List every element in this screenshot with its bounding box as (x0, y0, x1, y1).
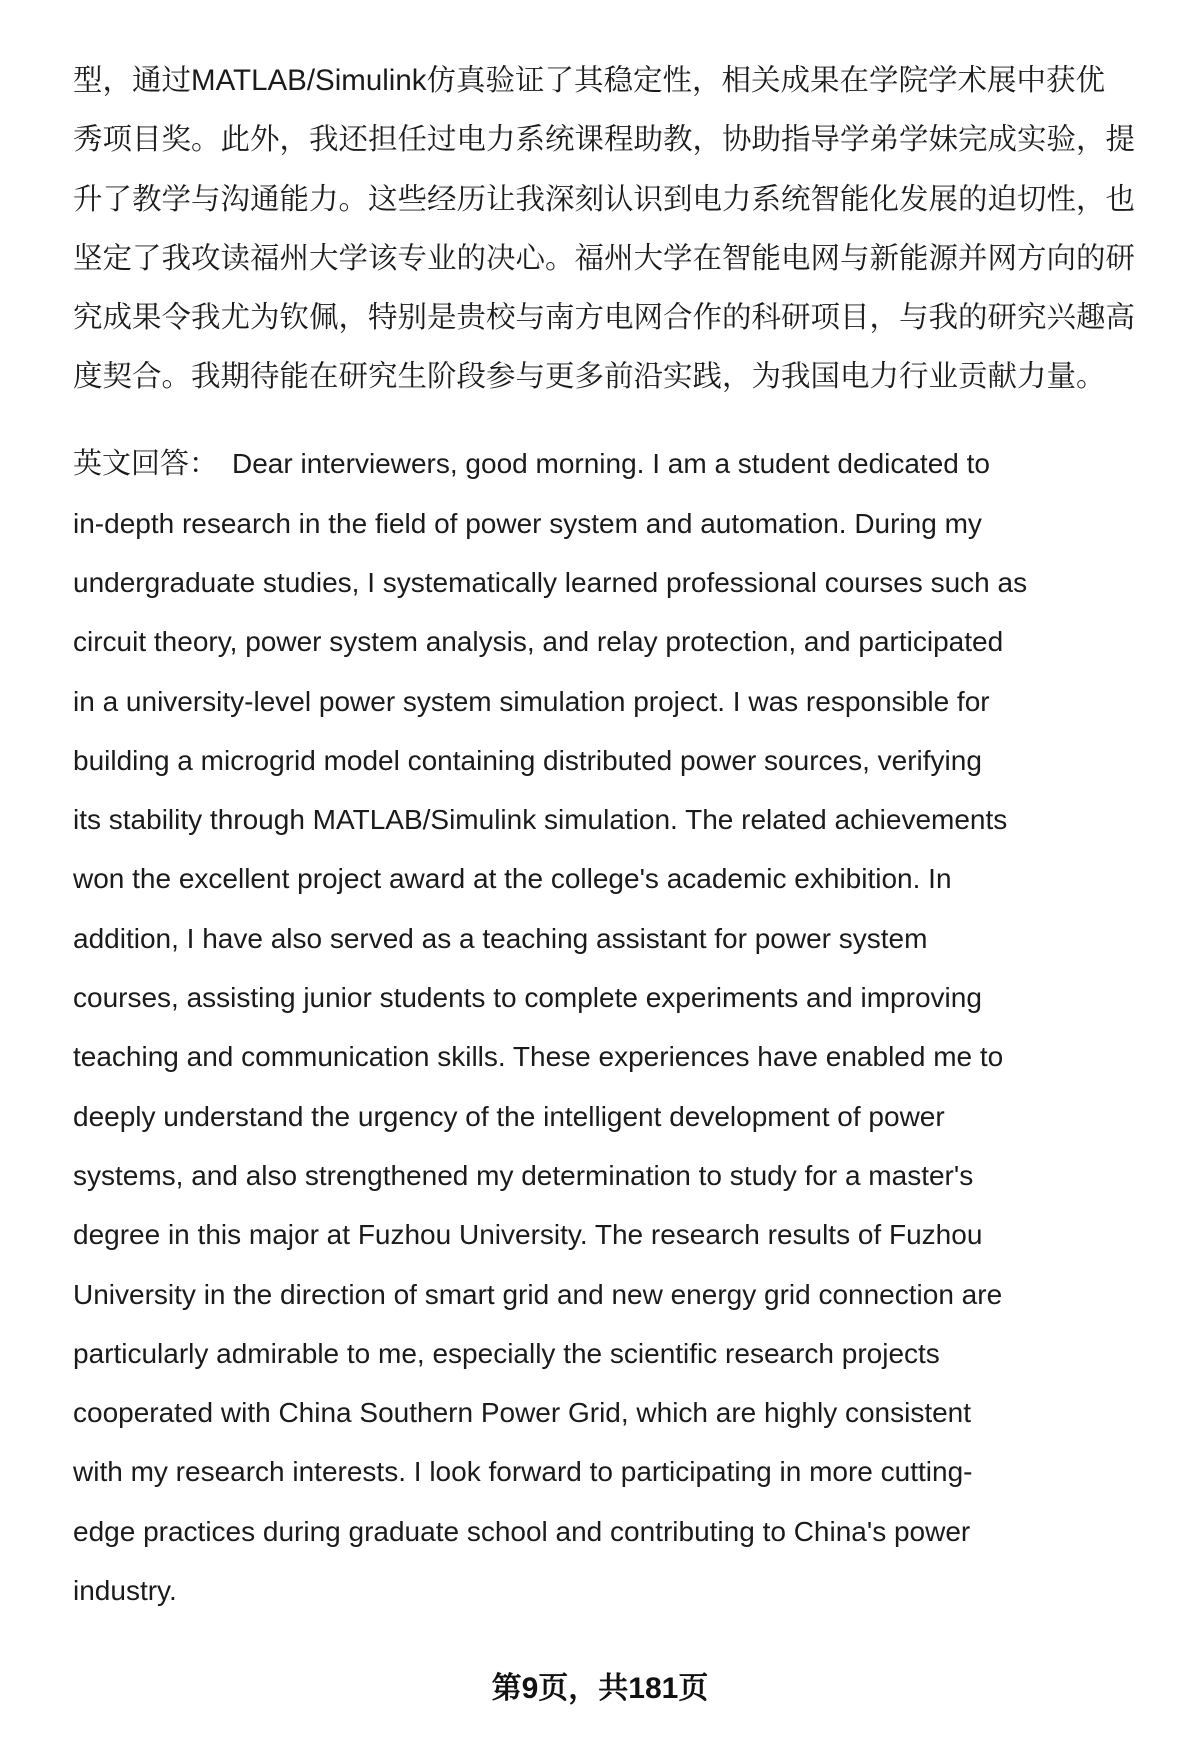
en-line: particularly admirable to me, especially the scientific research projects (73, 1337, 940, 1369)
en-line: circuit theory, power system analysis, and relay protection, and participated (73, 626, 1004, 658)
en-line: courses, assisting junior students to complete experiments and improving (73, 982, 982, 1014)
cn-line: 秀项目奖。此外，我还担任过电力系统课程助教，协助指导学弟学妹完成实验，提 (73, 123, 1136, 157)
cn-line: 度契合。我期待能在研究生阶段参与更多前沿实践，为我国电力行业贡献力量。 (73, 360, 1106, 394)
en-line: industry. (73, 1575, 177, 1607)
english-answer-paragraph (73, 434, 1188, 1620)
english-answer-label: 英文回答： (73, 448, 219, 481)
en-line: in a university-level power system simulation project. I was responsible for (73, 685, 990, 717)
en-line: edge practices during graduate school and contributing to China's power (73, 1515, 971, 1547)
en-line: with my research interests. I look forward to participating in more cutting- (73, 1456, 973, 1488)
cn-line: 型，通过MATLAB/Simulink仿真验证了其稳定性，相关成果在学院学术展中获优 (73, 64, 1106, 97)
en-line: building a microgrid model containing distributed power sources, verifying (73, 744, 982, 776)
en-line: cooperated with China Southern Power Grid, which are highly consistent (73, 1397, 972, 1429)
cn-line: 究成果令我尤为钦佩，特别是贵校与南方电网合作的科研项目，与我的研究兴趣高 (73, 301, 1136, 335)
en-line: deeply understand the urgency of the intelligent development of power (73, 1100, 945, 1132)
en-line: undergraduate studies, I systematically learned professional courses such as (73, 566, 1028, 598)
document-body (73, 51, 1188, 1620)
en-line: addition, I have also served as a teaching assistant for power system (73, 922, 928, 954)
en-line: won the excellent project award at the college's academic exhibition. In (73, 863, 952, 895)
chinese-answer-paragraph (73, 51, 1188, 407)
en-line: teaching and communication skills. These experiences have enabled me to (73, 1041, 1004, 1073)
en-line: its stability through MATLAB/Simulink simulation. The related achievements (73, 804, 1008, 836)
en-line: University in the direction of smart grid and new energy grid connection are (73, 1278, 1003, 1310)
en-line-first (73, 434, 1188, 493)
cn-line: 坚定了我攻读福州大学该专业的决心。福州大学在智能电网与新能源并网方向的研 (73, 241, 1136, 275)
en-line: in-depth research in the field of power system and automation. During my (73, 507, 982, 539)
page-number-footer: 第9页，共181页 (491, 1672, 709, 1705)
en-line: systems, and also strengthened my determination to study for a master's (73, 1159, 974, 1191)
cn-line: 升了教学与沟通能力。这些经历让我深刻认识到电力系统智能化发展的迫切性，也 (73, 182, 1136, 216)
en-line: degree in this major at Fuzhou University. The research results of Fuzhou (73, 1219, 983, 1251)
en-line-text: Dear interviewers, good morning. I am a student dedicated to (232, 448, 990, 480)
